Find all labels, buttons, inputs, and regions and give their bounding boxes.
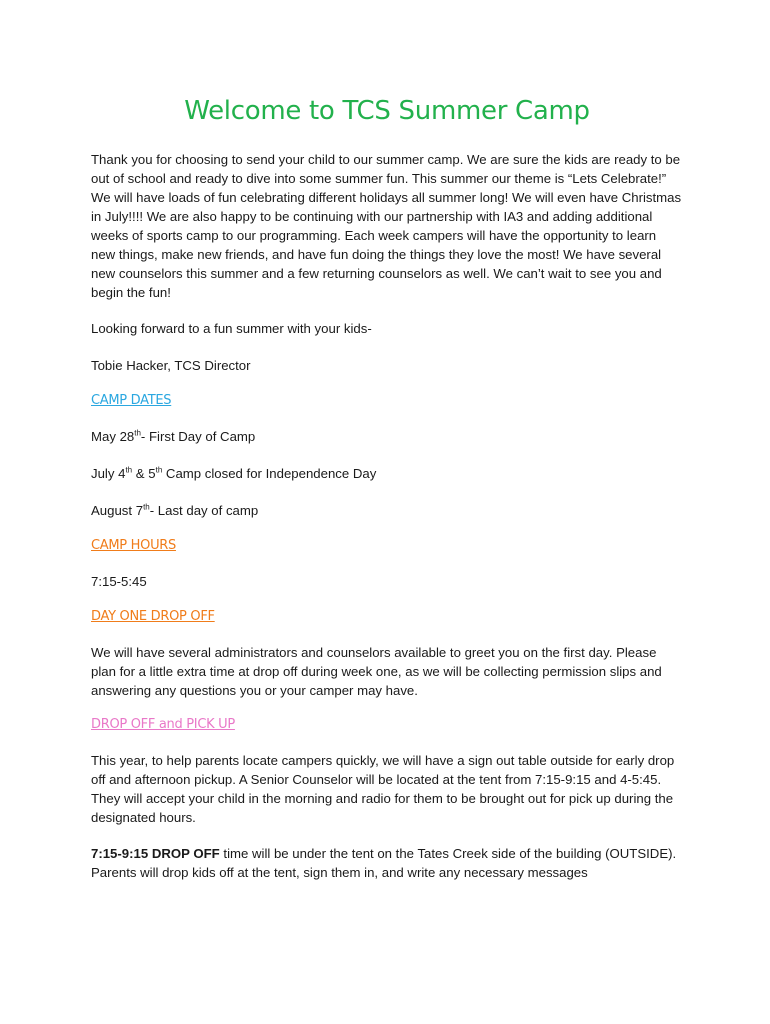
closed-day-1-suffix: th [125, 465, 133, 475]
last-day-suffix: th [143, 502, 150, 512]
last-day-line [91, 501, 683, 520]
first-day-label: - First Day of Camp [140, 429, 256, 444]
page-title: Welcome to TCS Summer Camp [184, 96, 590, 126]
pickup-heading: DROP OFF and PICK UP [91, 717, 235, 732]
day-one-paragraph: We will have several administrators and counselors available to greet you on the first day. Please plan for a little extra time at drop off during week one, as we will be collecting permission slips and answering any questions you or your camper may have. [91, 645, 662, 698]
intro-paragraph: Thank you for choosing to send your child to our summer camp. We are sure the kids are ready to be out of school and ready to dive into some summer fun. This summer our theme is “Lets Celebrate!” We will have loads of fun celebrating different holidays all summer long! We will even have Christmas in July!!!! We are also happy to be continuing with our partnership with IA3 and adding additional weeks of sports camp to our programming. Each week campers will have the opportunity to learn new things, make new friends, and have fun doing the things they love the most! We have several new counselors this summer and a few returning counselors as well. We can’t wait to see you and begin the fun! [91, 152, 682, 300]
dropoff-time: 7:15-9:15 DROP OFF [91, 846, 220, 861]
closed-day-2: & 5 [132, 466, 156, 481]
closing-line: Looking forward to a fun summer with your kids- [91, 321, 372, 336]
dropoff-details: time will be under the tent on the Tates Creek side of the building (OUTSIDE). Parents will drop kids off at the tent, sign them in, and write any necessary messages [91, 846, 677, 880]
first-day-date: May 28 [91, 429, 135, 444]
document-page [91, 96, 683, 882]
day-one-heading: DAY ONE DROP OFF [91, 609, 215, 624]
last-day-date: August 7 [91, 503, 144, 518]
camp-dates-heading: CAMP DATES [91, 393, 172, 408]
dropoff-paragraph [91, 844, 683, 882]
closed-day-2-suffix: th [155, 465, 163, 475]
closed-days-line [91, 464, 683, 483]
closed-day-1: July 4 [91, 466, 126, 481]
signature-line: Tobie Hacker, TCS Director [91, 358, 251, 373]
camp-hours-value: 7:15-5:45 [91, 574, 147, 589]
first-day-suffix: th [134, 428, 141, 438]
camp-hours-heading: CAMP HOURS [91, 538, 176, 553]
last-day-label: - Last day of camp [149, 503, 259, 518]
closed-days-label: Camp closed for Independence Day [162, 466, 377, 481]
first-day-line [91, 427, 683, 446]
pickup-paragraph: This year, to help parents locate campers quickly, we will have a sign out table outside for early drop off and afternoon pickup. A Senior Counselor will be located at the tent from 7:15-9:15 and 4-5:45. They will accept your child in the morning and radio for them to be brought out for pick up during the designated hours. [91, 753, 675, 825]
